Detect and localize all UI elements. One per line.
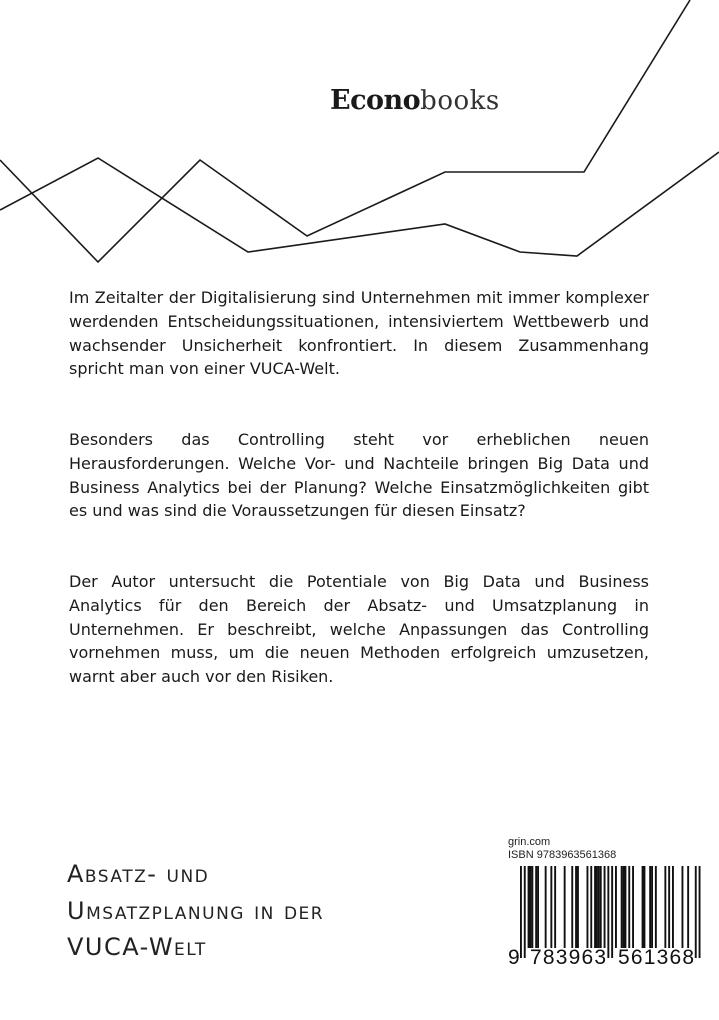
barcode-bar xyxy=(682,866,684,948)
book-title xyxy=(67,856,324,966)
barcode-digits-right: 561368 xyxy=(618,946,696,969)
barcode-bar xyxy=(644,866,646,948)
barcode-digits-left: 783963 xyxy=(530,946,608,969)
barcode-bar xyxy=(594,866,596,948)
barcode-bar xyxy=(531,866,533,948)
logo-text-bold: Econo xyxy=(330,85,421,116)
decorative-line-b xyxy=(0,152,719,256)
barcode-bar xyxy=(596,866,598,948)
barcode-bar xyxy=(699,866,701,958)
website-url: grin.com xyxy=(508,836,551,848)
barcode-bar xyxy=(571,866,573,948)
barcode-digit-lead: 9 xyxy=(508,946,520,969)
book-title-line-3: VUCA-Welt xyxy=(67,933,207,961)
barcode-bar xyxy=(575,866,577,948)
barcode-bar xyxy=(535,866,537,948)
isbn-label: ISBN 9783963561368 xyxy=(508,849,617,861)
barcode-bar xyxy=(604,866,606,948)
blurb-paragraph-3: Der Autor untersucht die Potentiale von Big Data und Business Analytics für den Bereich der Absatz- und Umsatzplanung in Unternehmen. Er beschreibt, welche Anpassungen das Controlling vornehmen muss, um die neuen Methoden erfolgreich umzusetzen, warnt aber auch vor den Risiken. xyxy=(69,572,649,687)
barcode-bar xyxy=(520,866,522,958)
publisher-logo xyxy=(330,82,500,117)
barcode-bar xyxy=(672,866,674,948)
barcode-bar xyxy=(621,866,623,948)
barcode-bar xyxy=(590,866,592,948)
decorative-line-a xyxy=(0,0,690,262)
barcode-bar xyxy=(642,866,644,948)
barcode-bar xyxy=(649,866,651,948)
barcode-bar xyxy=(695,866,697,958)
barcode-block xyxy=(508,836,708,969)
barcode-bar xyxy=(668,866,670,948)
barcode-bar xyxy=(528,866,530,948)
barcode-bar xyxy=(598,866,600,948)
barcode-bar xyxy=(655,866,657,948)
barcode-bar xyxy=(615,866,617,948)
barcode-bar xyxy=(632,866,634,948)
barcode-bar xyxy=(625,866,627,948)
barcode-bar xyxy=(651,866,653,948)
barcode-bar xyxy=(687,866,689,948)
logo-text-light: books xyxy=(420,86,500,116)
barcode-bar xyxy=(577,866,579,948)
book-title-line-2: Umsatzplanung in der xyxy=(67,896,325,925)
barcode-bar xyxy=(607,866,609,958)
barcode-bar xyxy=(628,866,630,948)
barcode-bar xyxy=(530,866,532,948)
barcode-bar xyxy=(524,866,526,958)
barcode-bar xyxy=(623,866,625,948)
blurb-paragraph-1: Im Zeitalter der Digitalisierung sind Unternehmen mit immer komplexer werdenden Entscheidungssituationen, intensiviertem Wettbewerb und wachsender Unsicherheit konfrontiert. In diesem Zusammenhang spricht man von einer VUCA-Welt. xyxy=(69,288,649,379)
barcode-bar xyxy=(537,866,539,948)
barcode-bar xyxy=(664,866,666,948)
barcode-bar xyxy=(554,866,556,948)
barcode-bar xyxy=(564,866,566,948)
barcode-bar xyxy=(611,866,613,958)
barcode-bar xyxy=(600,866,602,948)
blurb-paragraph-2: Besonders das Controlling steht vor erheblichen neuen Herausforderungen. Welche Vor- und Nachteile bringen Big Data und Business Analytics bei der Planung? Welche Einsatzmöglichkeiten gibt es und was sind die Voraussetzungen für diesen Einsatz? xyxy=(69,430,649,521)
barcode-bar xyxy=(550,866,552,948)
barcode-bar xyxy=(587,866,589,948)
book-title-line-1: Absatz- und xyxy=(67,860,210,888)
barcode-bar xyxy=(545,866,547,948)
